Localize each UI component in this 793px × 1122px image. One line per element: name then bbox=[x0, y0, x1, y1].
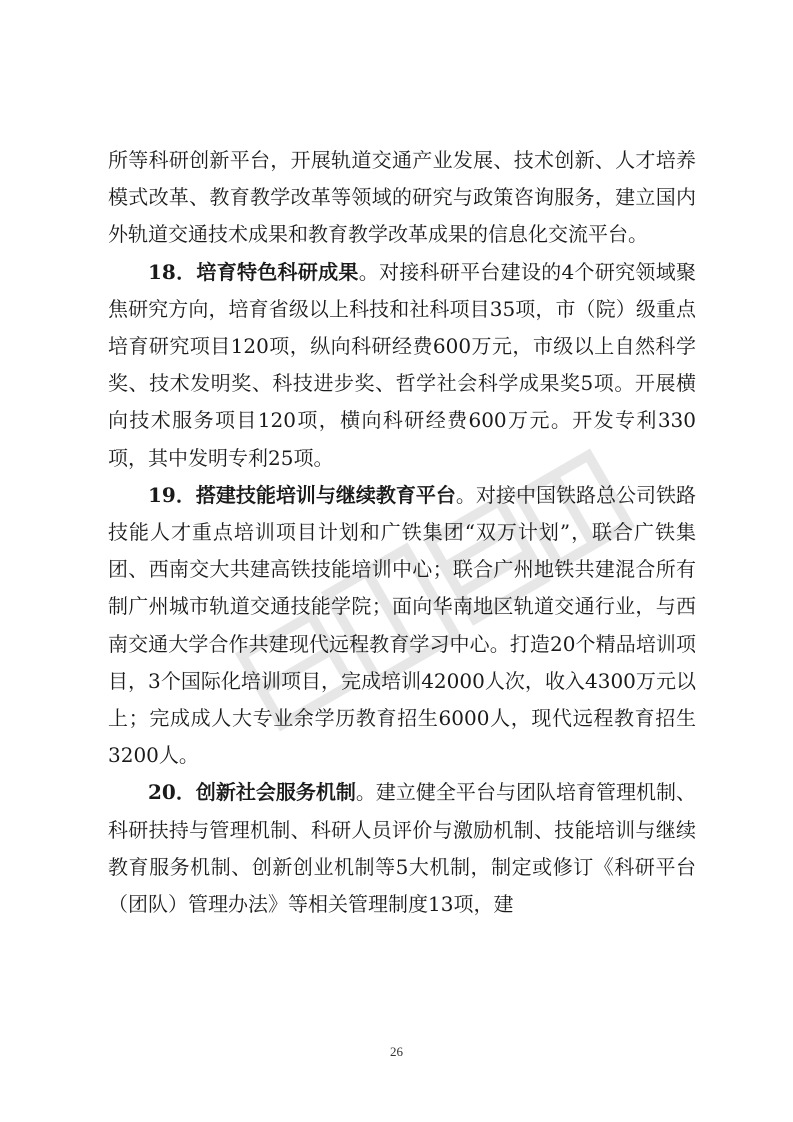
body-text bbox=[108, 142, 696, 923]
page-number: 26 bbox=[390, 1044, 403, 1059]
item-heading: 20．创新社会服务机制 bbox=[148, 780, 356, 805]
paragraph-text: 。对接科研平台建设的4个研究领域聚焦研究方向，培育省级以上科技和社科项目35项，市（院）级重点培育研究项目120项，纵向科研经费600万元，市级以上自然科学奖、技术发明奖、科技进步奖、哲学社会科学成果奖5项。开展横向技术服务项目120项，横向科研经费600万元。开发专利330项，其中发明专利25项。 bbox=[108, 259, 696, 470]
paragraph-text: 。对接中国铁路总公司铁路技能人才重点培训项目计划和广铁集团“双万计划”，联合广铁集团、西南交大共建高铁技能培训中心；联合广州地铁共建混合所有制广州城市轨道交通技能学院；面向华南地区轨道交通行业，与西南交通大学合作共建现代远程教育学习中心。打造20个精品培训项目，3个国际化培训项目，完成培训42000人次，收入4300万元以上；完成成人大专业余学历教育招生6000人，现代远程教育招生3200人。 bbox=[108, 482, 696, 768]
paragraph-text: 。建立健全平台与团队培育管理机制、科研扶持与管理机制、科研人员评价与激励机制、技能培训与继续教育服务机制、创新创业机制等5大机制，制定或修订《科研平台（团队）管理办法》等相关管理制度13项，建 bbox=[108, 780, 697, 917]
item-heading: 18．培育特色科研成果 bbox=[148, 259, 359, 284]
paragraph-item-20 bbox=[108, 774, 696, 923]
item-heading: 19．搭建技能培训与继续教育平台 bbox=[148, 482, 456, 507]
paragraph-continued bbox=[108, 142, 696, 254]
paragraph-text: 所等科研创新平台，开展轨道交通产业发展、技术创新、人才培养模式改革、教育教学改革等领域的研究与政策咨询服务，建立国内外轨道交通技术成果和教育教学改革成果的信息化交流平台。 bbox=[108, 148, 696, 247]
paragraph-item-19 bbox=[108, 477, 696, 775]
paragraph-item-18 bbox=[108, 254, 696, 477]
